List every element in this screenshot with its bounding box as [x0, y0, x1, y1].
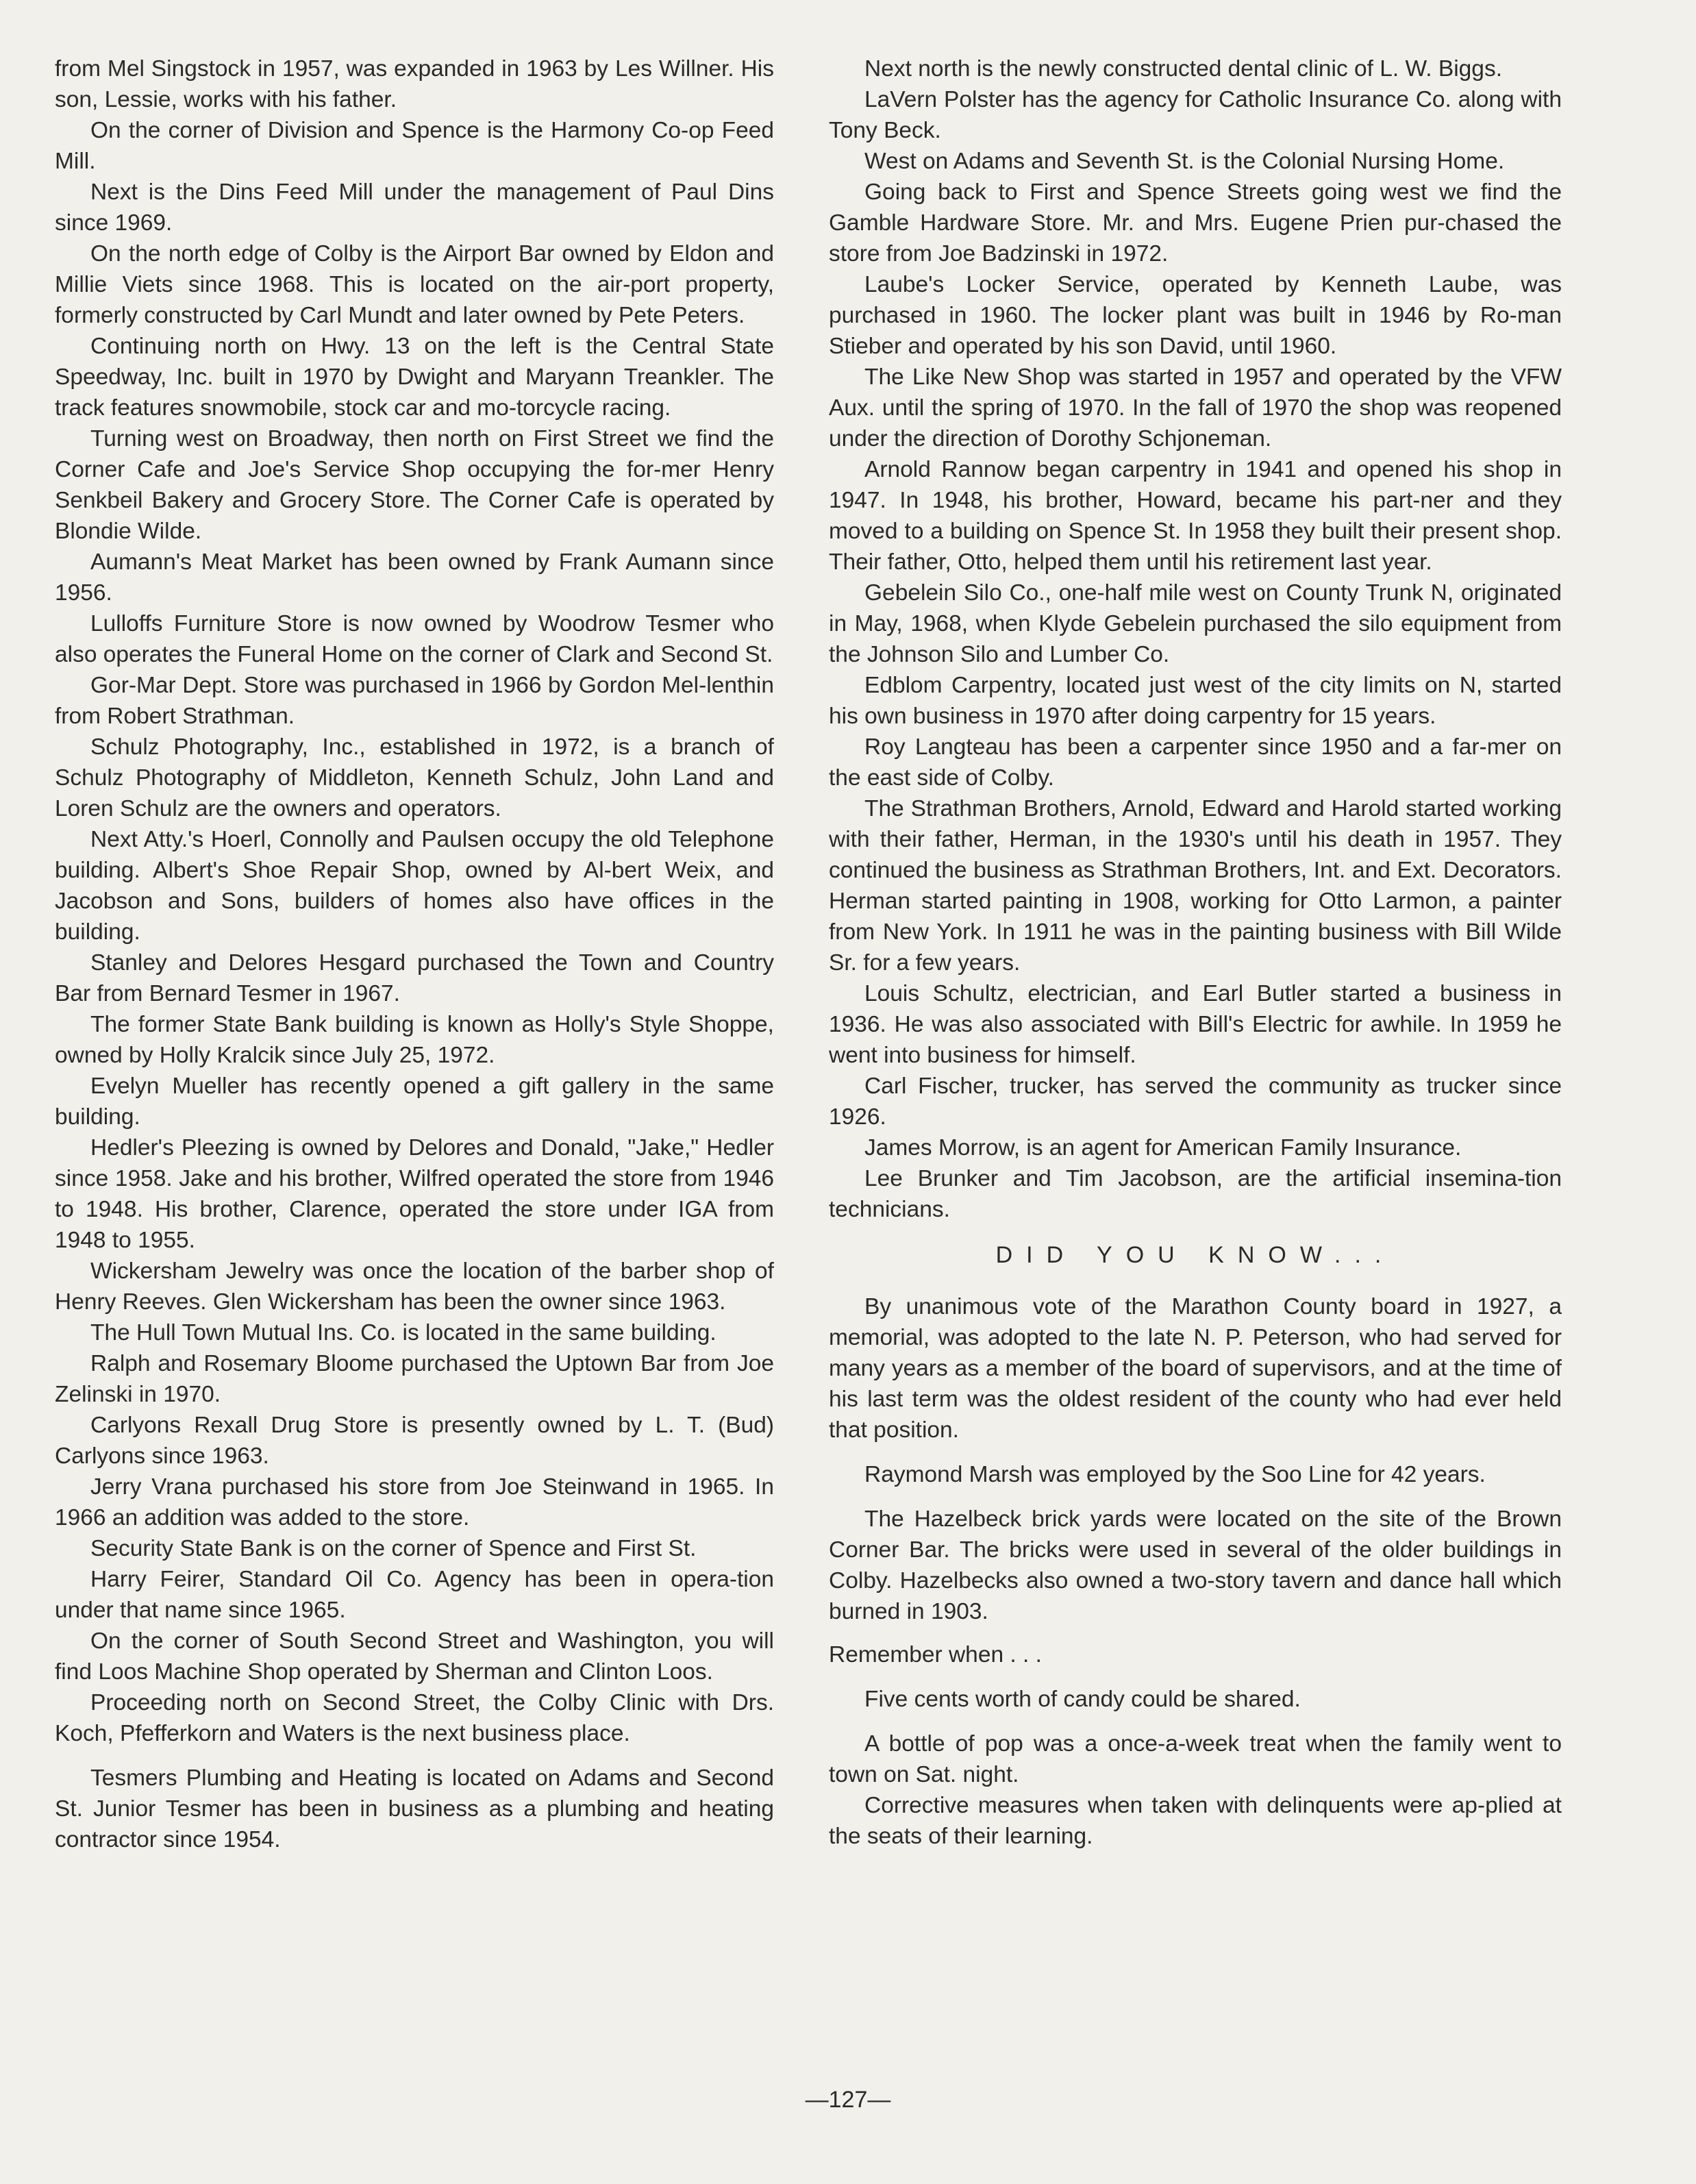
paragraph: Turning west on Broadway, then north on First Street we find the Corner Cafe and Joe's Service Shop occupying the for-mer Henry Senkbeil Bakery and Grocery Store. The Corner Cafe is operated by Blondie Wilde. — [55, 426, 774, 544]
paragraph: Carl Fischer, trucker, has served the community as trucker since 1926. — [829, 1074, 1562, 1130]
right-column — [829, 53, 1562, 1852]
paragraph: Five cents worth of candy could be shared. — [864, 1687, 1301, 1712]
paragraph: The Like New Shop was started in 1957 and operated by the VFW Aux. until the spring of 1970. In the fall of 1970 the shop was reopened under the direction of Dorothy Schjoneman. — [829, 364, 1562, 451]
paragraph: By unanimous vote of the Marathon County board in 1927, a memorial, was adopted to the late N. P. Peterson, who had served for many years as a member of the board of supervisors, and at the time of his last term was the oldest resident of the county who had ever held that position. — [829, 1294, 1562, 1443]
paragraph: Roy Langteau has been a carpenter since 1950 and a far-mer on the east side of Colby. — [829, 734, 1562, 791]
paragraph: Gor-Mar Dept. Store was purchased in 1966 by Gordon Mel-lenthin from Robert Strathman. — [55, 673, 774, 729]
paragraph: Hedler's Pleezing is owned by Delores and Donald, "Jake," Hedler since 1958. Jake and his brother, Wilfred operated the store from 1946 to 1948. His brother, Clarence, operated the store under IGA from 1948 to 1955. — [55, 1135, 774, 1253]
paragraph: Going back to First and Spence Streets going west we find the Gamble Hardware Store. Mr. and Mrs. Eugene Prien pur-chased the store from Joe Badzinski in 1972. — [829, 179, 1562, 266]
paragraph: Tesmers Plumbing and Heating is located on Adams and Second St. Junior Tesmer has been in business as a plumbing and heating contractor since 1954. — [55, 1765, 774, 1852]
paragraph: Arnold Rannow began carpentry in 1941 and opened his shop in 1947. In 1948, his brother, Howard, became his part-ner and they moved to a building on Spence St. In 1958 they built their present shop. Their father, Otto, helped them until his retirement last year. — [829, 457, 1562, 575]
paragraph: Gebelein Silo Co., one-half mile west on County Trunk N, originated in May, 1968, when Klyde Gebelein purchased the silo equipment from the Johnson Silo and Lumber Co. — [829, 580, 1562, 667]
section-heading: DID YOU KNOW... — [995, 1242, 1395, 1268]
paragraph: The former State Bank building is known as Holly's Style Shoppe, owned by Holly Kralcik since July 25, 1972. — [55, 1012, 774, 1068]
paragraph: Evelyn Mueller has recently opened a gift gallery in the same building. — [55, 1074, 774, 1130]
paragraph: A bottle of pop was a once-a-week treat when the family went to town on Sat. night. — [829, 1731, 1562, 1787]
paragraph: On the north edge of Colby is the Airport Bar owned by Eldon and Millie Viets since 1968. This is located on the air-port property, formerly constructed by Carl Mundt and later owned by Pete Peters. — [55, 241, 774, 328]
paragraph: The Hazelbeck brick yards were located on the site of the Brown Corner Bar. The bricks were used in several of the older buildings in Colby. Hazelbecks also owned a two-story tavern and dance hall which burned in 1903. — [829, 1506, 1562, 1624]
paragraph: Continuing north on Hwy. 13 on the left is the Central State Speedway, Inc. built in 1970 by Dwight and Maryann Treankler. The track features snowmobile, stock car and mo-torcycle racing. — [55, 334, 774, 421]
paragraph: Raymond Marsh was employed by the Soo Line for 42 years. — [864, 1462, 1486, 1487]
paragraph: Laube's Locker Service, operated by Kenneth Laube, was purchased in 1960. The locker plant was built in 1946 by Ro-man Stieber and operated by his son David, until 1960. — [829, 272, 1562, 359]
paragraph: LaVern Polster has the agency for Catholic Insurance Co. along with Tony Beck. — [829, 87, 1562, 143]
paragraph: The Strathman Brothers, Arnold, Edward and Harold started working with their father, Herman, in the 1930's until his death in 1957. They continued the business as Strathman Brothers, Int. and Ext. Decorators. Herman started painting in 1908, working for Otto Larmon, a painter from New York. In 1911 he was in the painting business with Bill Wilde Sr. for a few years. — [829, 796, 1562, 976]
paragraph: Lee Brunker and Tim Jacobson, are the artificial insemina-tion technicians. — [829, 1166, 1562, 1222]
paragraph: Edblom Carpentry, located just west of the city limits on N, started his own business in 1970 after doing carpentry for 15 years. — [829, 673, 1562, 729]
paragraph: Ralph and Rosemary Bloome purchased the Uptown Bar from Joe Zelinski in 1970. — [55, 1351, 774, 1407]
paragraph: Next north is the newly constructed dental clinic of L. W. Biggs. — [864, 56, 1502, 82]
paragraph: Wickersham Jewelry was once the location of the barber shop of Henry Reeves. Glen Wickersham has been the owner since 1963. — [55, 1258, 774, 1315]
paragraph: West on Adams and Seventh St. is the Colonial Nursing Home. — [864, 149, 1505, 174]
paragraph: Next Atty.'s Hoerl, Connolly and Paulsen occupy the old Telephone building. Albert's Shoe Repair Shop, owned by Al-bert Weix, and Jacobson and Sons, builders of homes also have offices in the building. — [55, 827, 774, 945]
paragraph: Security State Bank is on the corner of Spence and First St. — [90, 1536, 697, 1561]
paragraph: Aumann's Meat Market has been owned by Frank Aumann since 1956. — [55, 549, 774, 606]
paragraph: Corrective measures when taken with delinquents were ap-plied at the seats of their learning. — [829, 1793, 1562, 1849]
paragraph: On the corner of Division and Spence is the Harmony Co-op Feed Mill. — [55, 118, 774, 174]
paragraph: Harry Feirer, Standard Oil Co. Agency has been in opera-tion under that name since 1965. — [55, 1567, 774, 1623]
left-column — [55, 53, 774, 1855]
paragraph: On the corner of South Second Street and Washington, you will find Loos Machine Shop operated by Sherman and Clinton Loos. — [55, 1628, 774, 1685]
page-number: —127— — [805, 2087, 891, 2113]
paragraph: Schulz Photography, Inc., established in 1972, is a branch of Schulz Photography of Middleton, Kenneth Schulz, John Land and Loren Schulz are the owners and operators. — [55, 734, 774, 821]
paragraph: James Morrow, is an agent for American Family Insurance. — [864, 1135, 1462, 1161]
paragraph: Stanley and Delores Hesgard purchased the Town and Country Bar from Bernard Tesmer in 1967. — [55, 950, 774, 1006]
paragraph: Proceeding north on Second Street, the Colby Clinic with Drs. Koch, Pfefferkorn and Waters is the next business place. — [55, 1690, 774, 1746]
paragraph: Louis Schultz, electrician, and Earl Butler started a business in 1936. He was also associated with Bill's Electric for awhile. In 1959 he went into business for himself. — [829, 981, 1562, 1068]
paragraph: Carlyons Rexall Drug Store is presently owned by L. T. (Bud) Carlyons since 1963. — [55, 1413, 774, 1469]
paragraph: The Hull Town Mutual Ins. Co. is located in the same building. — [90, 1320, 716, 1345]
paragraph: Next is the Dins Feed Mill under the management of Paul Dins since 1969. — [55, 179, 774, 236]
remember-when-intro: Remember when . . . — [829, 1642, 1042, 1667]
paragraph: Lulloffs Furniture Store is now owned by Woodrow Tesmer who also operates the Funeral Home on the corner of Clark and Second St. — [55, 611, 774, 667]
paragraph: Jerry Vrana purchased his store from Joe Steinwand in 1965. In 1966 an addition was added to the store. — [55, 1474, 774, 1530]
paragraph: from Mel Singstock in 1957, was expanded in 1963 by Les Willner. His son, Lessie, works with his father. — [55, 56, 774, 112]
